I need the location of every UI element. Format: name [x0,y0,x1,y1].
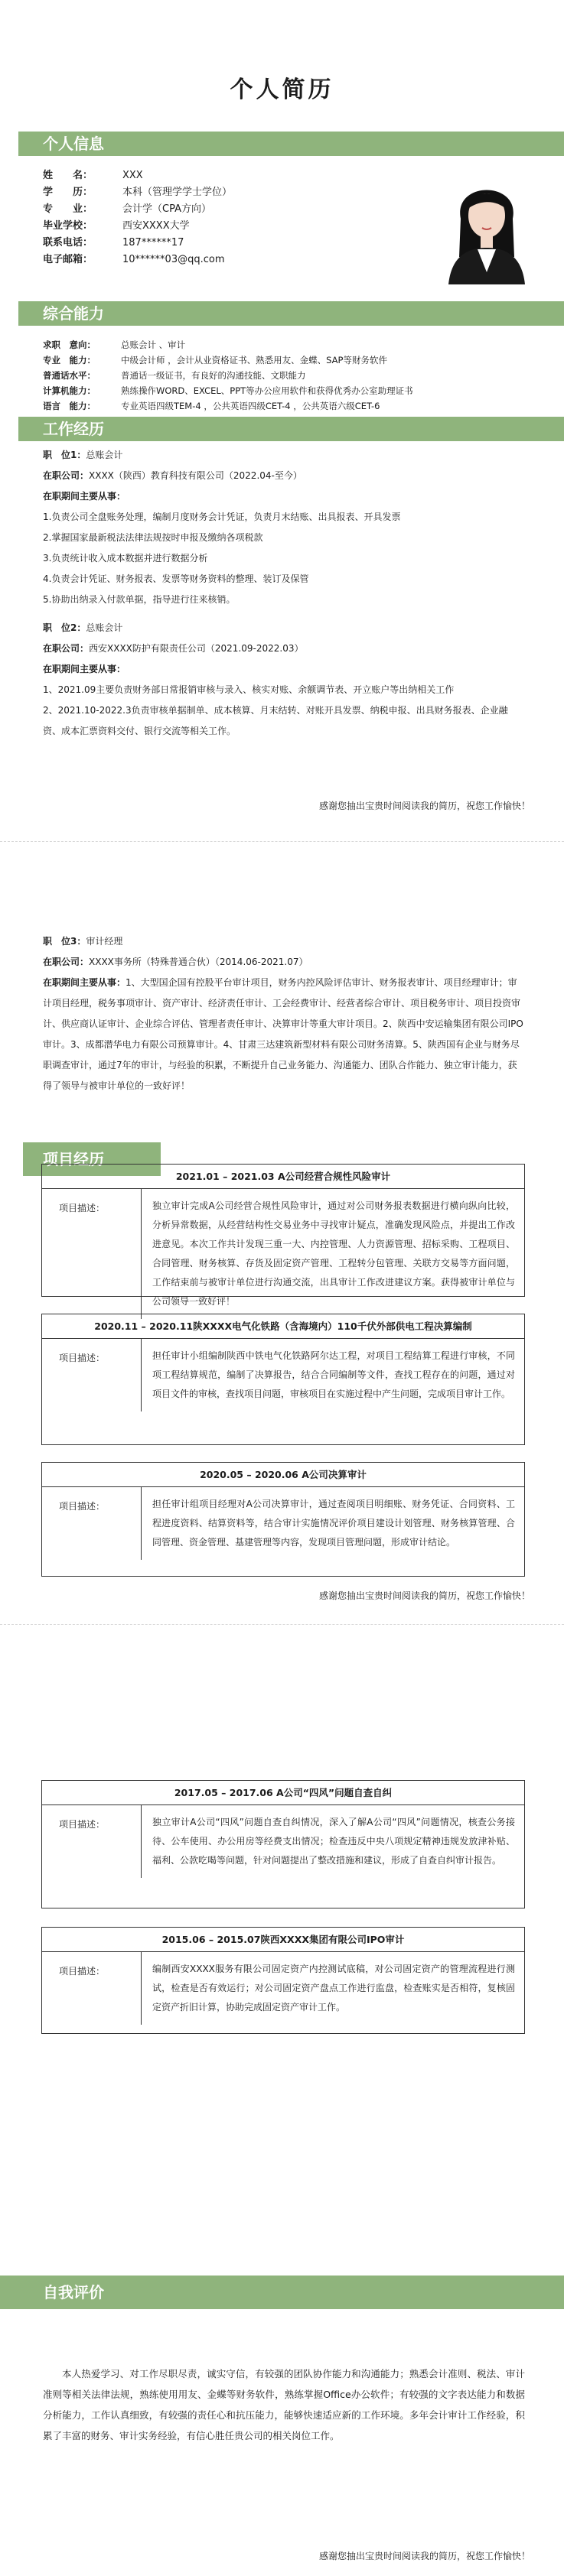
work-duty: 5.协助出纳录入付款单据，指导进行往来核销。 [43,594,236,605]
section-project-header: 项目经历 [23,1142,161,1176]
work-company-label: 在职公司： [43,957,90,967]
skill-row [43,337,533,352]
info-value: 187******17 [122,237,184,249]
info-label: 毕业学校： [43,220,93,232]
work-company-row [43,466,525,486]
skill-value: 中级会计师 ，会计从业资格证书、熟悉用友、金蝶、SAP等财务软件 [121,355,387,365]
work-company: XXXX（陕西）教育科技有限公司（2022.04-至今） [89,470,302,481]
project-title: 2020.05 – 2020.06 A公司决算审计 [42,1463,524,1487]
page-divider [0,841,564,842]
info-label: 专 业： [43,203,93,215]
resume-title: 个人简历 [230,76,334,103]
project-text: 独立审计A公司“四风”问题自查自纠情况，深入了解A公司“四风”问题情况，核查公务接待、公车使用、办公用房等经费支出情况；检查违反中央八项规定精神违规发放津补贴、福利、公款吃喝等问题，针对问题提出了整改措施和建议，形成了自查自纠审计报告。 [152,1817,515,1866]
personal-info [43,167,410,268]
work-duty: 1.负责公司全盘账务处理，编制月度财务会计凭证，负责月末结账、出具报表、开具发票 [43,512,401,522]
skill-label: 语言 能力： [43,401,96,411]
skill-value: 普通话一级证书，有良好的沟通技能、文职能力 [121,370,306,381]
work-duty: 2.掌握国家最新税法法律法规按时申报及缴纳各项税款 [43,532,263,543]
skill-value: 熟练操作WORD、EXCEL、PPT等办公应用软件和获得优秀办公室助理证书 [121,385,413,396]
project-text: 担任审计小组编制陕西中铁电气化铁路阿尔达工程，对项目工程结算工程进行审核，不同项工程结算规范，编制了决算报告，结合合同编制等文件，查找工程存在的问题，通过对项目文件的审核，查找项目问题，审核项目在实施过程中产生问题，完成项目审计工作。 [152,1350,515,1399]
info-row [43,235,410,252]
avatar-illustration-icon [438,165,536,284]
section-self-header: 自我评价 [0,2276,564,2309]
work-company: 西安XXXX防护有限责任公司（2021.09-2022.03） [89,643,304,654]
thanks-note: 感谢您抽出宝贵时间阅读我的简历，祝您工作愉快！ [318,2551,530,2561]
work-duties-label: 在职期间主要从事： [43,664,126,674]
info-value: 西安XXXX大学 [122,220,190,232]
work-duty: 1、2021.09主要负责财务部日常报销审核与录入、核实对账、余额调节表、开立账户等出纳相关工作 [43,684,455,695]
skill-row [43,352,533,368]
project-card [41,1780,525,1908]
info-row [43,201,410,218]
info-label: 电子邮箱： [43,254,93,265]
info-row [43,218,410,235]
work-company-row [43,952,525,973]
project-text: 编制西安XXXX服务有限公司固定资产内控测试底稿，对公司固定资产的管理流程进行测试，检查是否有效运行；对公司固定资产盘点工作进行监盘，检查账实是否相符，复核固定资产折旧计算，协助完成固定资产审计工作。 [152,1964,515,2012]
work-duties-label: 在职期间主要从事： [43,491,126,502]
work-duty: 1、大型国企国有控股平台审计项目，财务内控风险评估审计、财务报表审计、项目经理审计；审计项目经理，税务事项审计、资产审计、经济责任审计、工会经费审计、经营者综合审计、项目税务审计、项目投资审计、供应商认证审计、企业综合评估、管理者责任审计、决算审计等重大审计项目。2、陕西中安运输集团有限公司IPO审计。3、成都潜华电力有限公司预算审计。4、甘肃三达建筑新型材料有限公司财务清算。5、陕西国有企业与财务尽职调查审计，通过7年的审计，与经验的积累，不断提升自己业务能力、沟通能力、团队合作能力、独立审计能力，获得了领导与被审计单位的一致好评！ [43,977,523,1091]
work-position-row [43,931,525,952]
work-position-label: 职 位1： [43,450,86,460]
work-item-1 [43,445,525,610]
info-value: 本科（管理学学士学位） [122,187,233,198]
avatar [438,165,536,284]
work-duty: 3.负责统计收入成本数据并进行数据分析 [43,553,208,564]
info-row [43,252,410,268]
project-card [41,1927,525,2034]
info-row [43,184,410,201]
project-card [41,1462,525,1577]
project-label: 项目描述： [42,1805,142,1878]
section-work-header: 工作经历 [18,417,564,441]
info-label: 联系电话： [43,237,93,249]
section-skills-header: 综合能力 [18,301,564,326]
info-value: 会计学（CPA方向） [122,203,211,215]
work-company-label: 在职公司： [43,643,90,654]
thanks-note: 感谢您抽出宝贵时间阅读我的简历，祝您工作愉快！ [318,801,530,811]
project-card [41,1164,525,1307]
work-position-label: 职 位2： [43,622,86,633]
skill-label: 专业 能力： [43,355,96,365]
project-body [42,1952,524,2025]
project-label: 项目描述： [42,1339,142,1411]
info-value: XXX [122,170,143,181]
skills-list [43,337,533,414]
skill-row [43,383,533,398]
skill-row [43,398,533,414]
skill-value: 专业英语四级TEM-4 ，公共英语四级CET-4 ，公共英语六级CET-6 [121,401,380,411]
skill-label: 求职 意向： [43,339,96,350]
work-duties-row [43,973,525,1096]
project-title: 2020.11 – 2020.11陕XXXX电气化铁路（含海境内）110千伏外部供电工程决算编制 [42,1314,524,1339]
work-item-2 [43,618,525,742]
work-position: 总账会计 [86,622,123,633]
skill-label: 普通话水平： [43,370,96,381]
work-position-row [43,618,525,638]
project-text: 担任审计组项目经理对A公司决算审计，通过查阅项目明细账、财务凭证、合同资料、工程进度资料、结算资料等，结合审计实施情况评价项目建设计划管理、财务核算管理、合同管理、资金管理、基建管理等内容，发现项目管理问题，形成审计结论。 [152,1499,515,1548]
project-body [42,1487,524,1560]
info-label: 姓 名： [43,170,93,181]
thanks-note: 感谢您抽出宝贵时间阅读我的简历，祝您工作愉快！ [318,1590,530,1601]
project-label: 项目描述： [42,1487,142,1560]
info-row [43,167,410,184]
info-label: 学 历： [43,187,93,198]
project-label: 项目描述： [42,1952,142,2025]
project-title: 2017.05 – 2017.06 A公司“四风”问题自查自纠 [42,1781,524,1805]
project-label: 项目描述： [42,1189,142,1319]
project-card [41,1314,525,1445]
work-position: 总账会计 [86,450,123,460]
skill-value: 总账会计 、审计 [121,339,186,350]
work-company-label: 在职公司： [43,470,90,481]
skill-row [43,368,533,383]
work-duty: 4.负责会计凭证、财务报表、发票等财务资料的整理、装订及保管 [43,573,309,584]
work-duties-label: 在职期间主要从事： [43,977,126,988]
skill-label: 计算机能力： [43,385,96,396]
page-divider [0,1624,564,1625]
project-title: 2021.01 – 2021.03 A公司经营合规性风险审计 [42,1165,524,1189]
work-item-3 [43,931,525,1096]
project-title: 2015.06 – 2015.07陕西XXXX集团有限公司IPO审计 [42,1928,524,1952]
work-company: XXXX事务所（特殊普通合伙）（2014.06-2021.07） [89,957,308,967]
work-duty: 2、2021.10-2022.3负责审核单据制单、成本核算、月末结转、对账开具发票、纳税申报、出具财务报表、企业融资、成本汇票资料交付、银行交流等相关工作。 [43,705,508,736]
work-position-label: 职 位3： [43,936,86,947]
self-evaluation-text: 本人热爱学习、对工作尽职尽责，诚实守信，有较强的团队协作能力和沟通能力；熟悉会计准则、税法、审计准则等相关法律法规，熟练使用用友、金蝶等财务软件，熟练掌握Office办公软件；有较强的文字表达能力和数据分析能力，工作认真细致，有较强的责任心和抗压能力，能够快速适应新的工作环境。多年会计审计工作经验，积累了丰富的财务、审计实务经验，有信心胜任贵公司的相关岗位工作。 [43,2368,525,2441]
project-text: 独立审计完成A公司经营合规性风险审计，通过对公司财务报表数据进行横向纵向比较，分析异常数据，从经营结构性交易业务中寻找审计疑点，准确发现风险点，并提出工作改进意见。本次工作共计发现三重一大、内控管理、人力资源管理、招标采购、工程项目、合同管理、财务核算、存货及固定资产管理、工程转分包管理、关联方交易等方面问题，工作结束前与被审计单位进行沟通交流，出具审计工作改进建议方案。获得被审计单位与公司领导一致好评！ [152,1200,515,1307]
info-value: 10******03@qq.com [122,254,225,265]
project-body [42,1805,524,1878]
work-position-row [43,445,525,466]
work-company-row [43,638,525,659]
project-body [42,1189,524,1319]
section-personal-header: 个人信息 [18,132,564,156]
project-body [42,1339,524,1411]
work-position: 审计经理 [86,936,123,947]
